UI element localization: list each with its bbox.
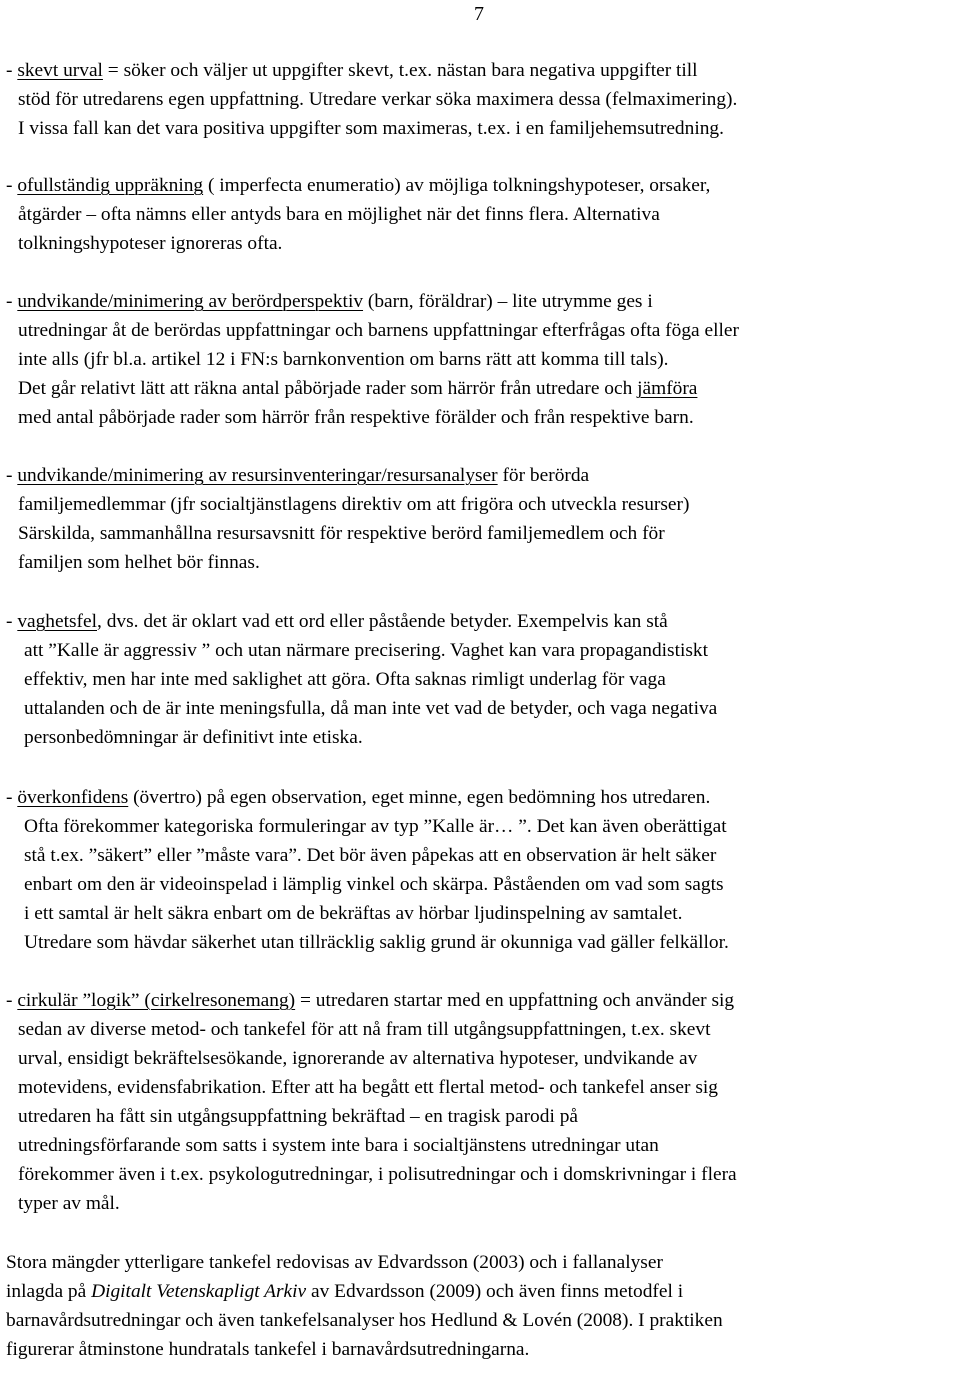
text-line xyxy=(6,57,698,85)
text-span: urval, ensidigt bekräftelsesökande, ignorerande av alternativa hypoteser, undvikande av xyxy=(18,1048,698,1069)
text-span: I vissa fall kan det vara positiva uppgifter som maximeras, t.ex. i en familjehemsutredning. xyxy=(18,118,724,139)
text-line xyxy=(6,462,589,490)
text-span: motevidens, evidensfabrikation. Efter att ha begått ett flertal metod- och tankefel anser sig xyxy=(18,1077,718,1098)
underlined-term: vaghetsfel xyxy=(17,611,97,632)
text-line xyxy=(18,1103,578,1131)
text-span: - xyxy=(6,465,18,486)
text-span: Det går relativt lätt att räkna antal påbörjade rader som härrör från utredare och xyxy=(18,378,638,399)
text-span: = utredaren startar med en uppfattning och använder sig xyxy=(295,990,735,1011)
text-line xyxy=(18,1074,718,1102)
text-span: personbedömningar är definitivt inte etiska. xyxy=(24,727,363,748)
underlined-term: cirkulär ”logik” (cirkelresonemang) xyxy=(17,990,296,1011)
text-span: enbart om den är videoinspelad i lämplig vinkel och skärpa. Påståenden om vad som sagts xyxy=(24,874,724,895)
underlined-term: jämföra xyxy=(637,378,698,399)
text-span: effektiv, men har inte med saklighet att göra. Ofta saknas rimligt underlag för vaga xyxy=(24,669,666,690)
text-line xyxy=(6,288,653,316)
text-line xyxy=(18,1045,697,1073)
text-span: - xyxy=(6,60,18,81)
text-span: inlagda på xyxy=(6,1281,92,1302)
text-span: familjen som helhet bör finnas. xyxy=(18,552,260,573)
text-line xyxy=(18,230,282,258)
text-span: - xyxy=(6,611,18,632)
text-line xyxy=(24,929,729,957)
text-span: Stora mängder ytterligare tankefel redovisas av Edvardsson (2003) och i fallanalyser xyxy=(6,1252,663,1273)
text-span: = söker och väljer ut uppgifter skevt, t.ex. nästan bara negativa uppgifter till xyxy=(102,60,698,81)
underlined-term: överkonfidens xyxy=(17,787,129,808)
text-span: Särskilda, sammanhållna resursavsnitt för respektive berörd familjemedlem och för xyxy=(18,523,665,544)
page-number: 7 xyxy=(474,3,484,25)
text-span: utredaren ha fått sin utgångsuppfattning bekräftad – en tragisk parodi på xyxy=(18,1106,578,1127)
text-line xyxy=(18,201,660,229)
underlined-term: skevt urval xyxy=(17,60,103,81)
text-span: (barn, föräldrar) – lite utrymme ges i xyxy=(363,291,653,312)
text-line xyxy=(18,404,694,432)
text-span: , dvs. det är oklart vad ett ord eller påstående betyder. Exempelvis kan stå xyxy=(97,611,668,632)
text-span: typer av mål. xyxy=(18,1193,120,1214)
underlined-term: undvikande/minimering av resursinventeringar/resursanalyser xyxy=(17,465,498,486)
text-line xyxy=(18,549,260,577)
text-span: - xyxy=(6,291,18,312)
text-span: inte alls (jfr bl.a. artikel 12 i FN:s barnkonvention om barns rätt att komma till tals). xyxy=(18,349,669,370)
text-span: för berörda xyxy=(497,465,590,486)
text-line xyxy=(18,520,665,548)
underlined-term: undvikande/minimering av berördperspektiv xyxy=(17,291,364,312)
italic-title: Digitalt Vetenskapligt Arkiv xyxy=(91,1281,307,1302)
text-span: - xyxy=(6,787,18,808)
text-span: förekommer även i t.ex. psykologutredningar, i polisutredningar och i domskrivningar i flera xyxy=(18,1164,737,1185)
text-line xyxy=(18,491,689,519)
text-line xyxy=(24,871,724,899)
text-line xyxy=(24,637,708,665)
text-span: tolkningshypoteser ignoreras ofta. xyxy=(18,233,283,254)
text-span: (övertro) på egen observation, eget minne, egen bedömning hos utredaren. xyxy=(128,787,711,808)
text-span: - xyxy=(6,175,18,196)
text-line xyxy=(24,724,363,752)
text-span: uttalanden och de är inte meningsfulla, då man inte vet vad de betyder, och vaga negativa xyxy=(24,698,718,719)
text-line xyxy=(6,172,710,200)
text-span: i ett samtal är helt säkra enbart om de bekräftas av hörbar ljudinspelning av samtalet. xyxy=(24,903,683,924)
text-line xyxy=(24,695,717,723)
text-span: av Edvardsson (2009) och även finns metodfel i xyxy=(306,1281,684,1302)
text-line xyxy=(18,86,737,114)
text-span: utredningar åt de berördas uppfattningar och barnens uppfattningar efterfrågas ofta föga eller xyxy=(18,320,739,341)
text-span: med antal påbörjade rader som härrör från respektive förälder och från respektive barn. xyxy=(18,407,694,428)
text-span: barnavårdsutredningar och även tankefelsanalyser hos Hedlund & Lovén (2008). I praktiken xyxy=(6,1310,723,1331)
text-span: åtgärder – ofta nämns eller antyds bara en möjlighet när det finns flera. Alternativa xyxy=(18,204,660,225)
text-span: sedan av diverse metod- och tankefel för att nå fram till utgångsuppfattningen, t.ex. skevt xyxy=(18,1019,711,1040)
text-line xyxy=(6,1249,663,1277)
text-line xyxy=(18,346,669,374)
text-span: Ofta förekommer kategoriska formuleringar av typ ”Kalle är… ”. Det kan även oberättigat xyxy=(24,816,727,837)
text-span: familjemedlemmar (jfr socialtjänstlagens direktiv om att frigöra och utveckla resurser) xyxy=(18,494,690,515)
text-line xyxy=(18,1132,659,1160)
text-line xyxy=(18,317,739,345)
text-span: figurerar åtminstone hundratals tankefel i barnavårdsutredningarna. xyxy=(6,1339,530,1360)
text-span: stöd för utredarens egen uppfattning. Utredare verkar söka maximera dessa (felmaximering). xyxy=(18,89,738,110)
text-line xyxy=(6,1307,723,1335)
underlined-term: ofullständig uppräkning xyxy=(17,175,204,196)
text-line xyxy=(24,842,716,870)
text-line xyxy=(18,375,697,403)
text-line xyxy=(6,987,734,1015)
text-line xyxy=(18,1161,737,1189)
text-line xyxy=(24,813,727,841)
text-line xyxy=(6,608,668,636)
text-line xyxy=(6,784,710,812)
text-span: ( imperfecta enumeratio) av möjliga tolkningshypoteser, orsaker, xyxy=(203,175,711,196)
text-span: utredningsförfarande som satts i system inte bara i socialtjänstens utredningar utan xyxy=(18,1135,659,1156)
text-line xyxy=(18,1016,710,1044)
text-span: Utredare som hävdar säkerhet utan tillräcklig saklig grund är okunniga vad gäller felkällor. xyxy=(24,932,729,953)
text-span: att ”Kalle är aggressiv ” och utan närmare precisering. Vaghet kan vara propagandistiskt xyxy=(24,640,708,661)
text-line xyxy=(24,666,666,694)
text-line xyxy=(6,1278,683,1306)
text-line xyxy=(6,1336,529,1364)
text-line xyxy=(24,900,683,928)
text-line xyxy=(18,115,724,143)
text-span: - xyxy=(6,990,18,1011)
text-span: stå t.ex. ”säkert” eller ”måste vara”. Det bör även påpekas att en observation är helt säker xyxy=(24,845,717,866)
text-line xyxy=(18,1190,120,1218)
